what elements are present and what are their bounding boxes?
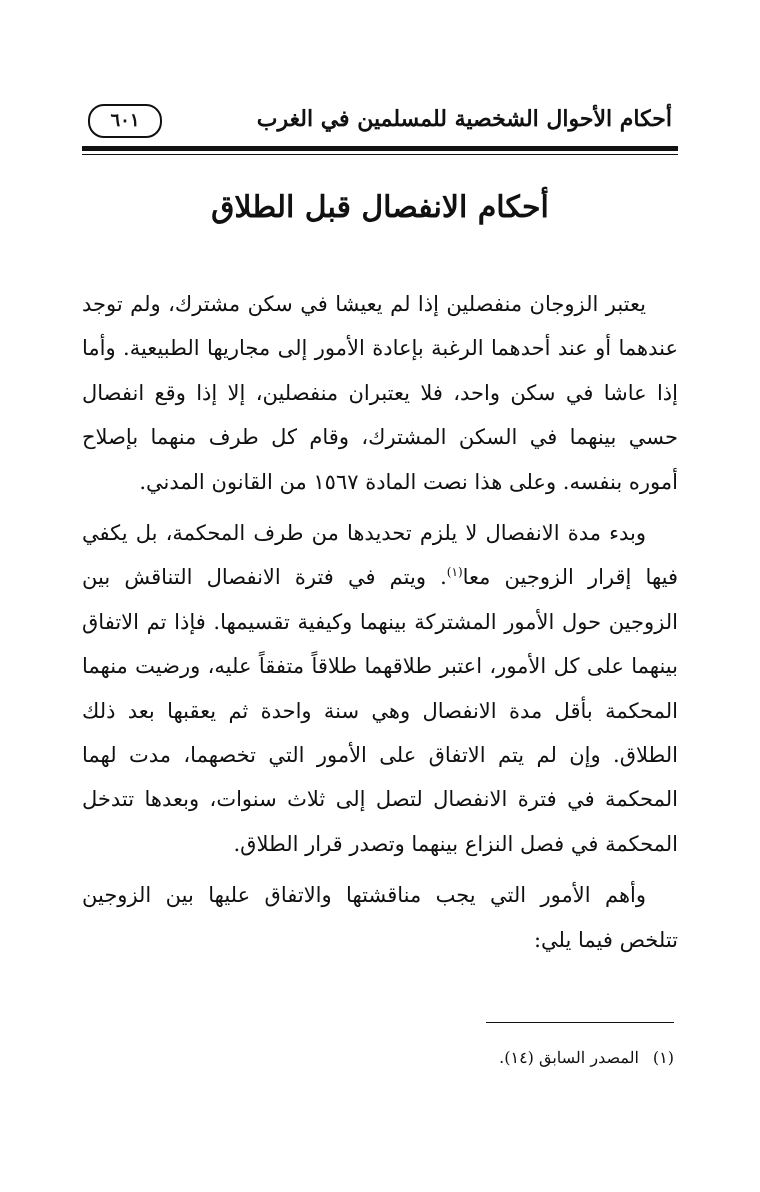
body-text	[82, 282, 678, 969]
paragraph-2-end: . ويتم في فترة الانفصال التناقش بين الزوجين حول الأمور المشتركة بينهما وكيفية تقسيمها. فإذا تم الاتفاق بينهما على كل الأمور، اعتبر طلاقهما طلاقاً متفقاً عليه، ورضيت منهما المحكمة بأقل مدة الانفصال وهي سنة واحدة ثم يعقبها بعد ذلك الطلاق. وإن لم يتم الاتفاق على الأمور التي تخصهما، مدت لهما المحكمة في فترة الانفصال لتصل إلى ثلاث سنوات، وبعدها تتدخل المحكمة في فصل النزاع بينهما وتصدر قرار الطلاق.	[82, 565, 678, 856]
header-rule-thin	[82, 154, 678, 155]
footnote	[86, 1046, 674, 1070]
footnote-separator	[486, 1022, 674, 1023]
book-title: أحكام الأحوال الشخصية للمسلمين في الغرب	[256, 106, 672, 132]
chapter-title: أحكام الانفصال قبل الطلاق	[211, 190, 549, 225]
footnote-text: المصدر السابق (١٤).	[499, 1048, 639, 1067]
paragraph-3: وأهم الأمور التي يجب مناقشتها والاتفاق عليها بين الزوجين تتلخص فيما يلي:	[82, 883, 678, 952]
footnote-reference: (١)	[446, 565, 463, 580]
paragraph-2	[82, 511, 678, 866]
running-header	[88, 104, 672, 144]
page-number: ٦٠١	[88, 104, 162, 138]
footnote-marker: (١)	[652, 1048, 674, 1067]
header-rule-thick	[82, 146, 678, 151]
paragraph-2-start: وبدء مدة الانفصال لا يلزم تحديدها من طرف المحكمة، بل يكفي فيها إقرار الزوجين معا	[82, 521, 678, 590]
paragraph-1: يعتبر الزوجان منفصلين إذا لم يعيشا في سكن مشترك، ولم توجد عندهما أو عند أحدهما الرغبة بإعادة الأمور إلى مجاريها الطبيعية. وأما إذا عاشا في سكن واحد، فلا يعتبران منفصلين، إلا إذا وقع انفصال حسي بينهما في السكن المشترك، وقام كل طرف منهما بإصلاح أموره بنفسه. وعلى هذا نصت المادة ١٥٦٧ من القانون المدني.	[82, 292, 678, 494]
